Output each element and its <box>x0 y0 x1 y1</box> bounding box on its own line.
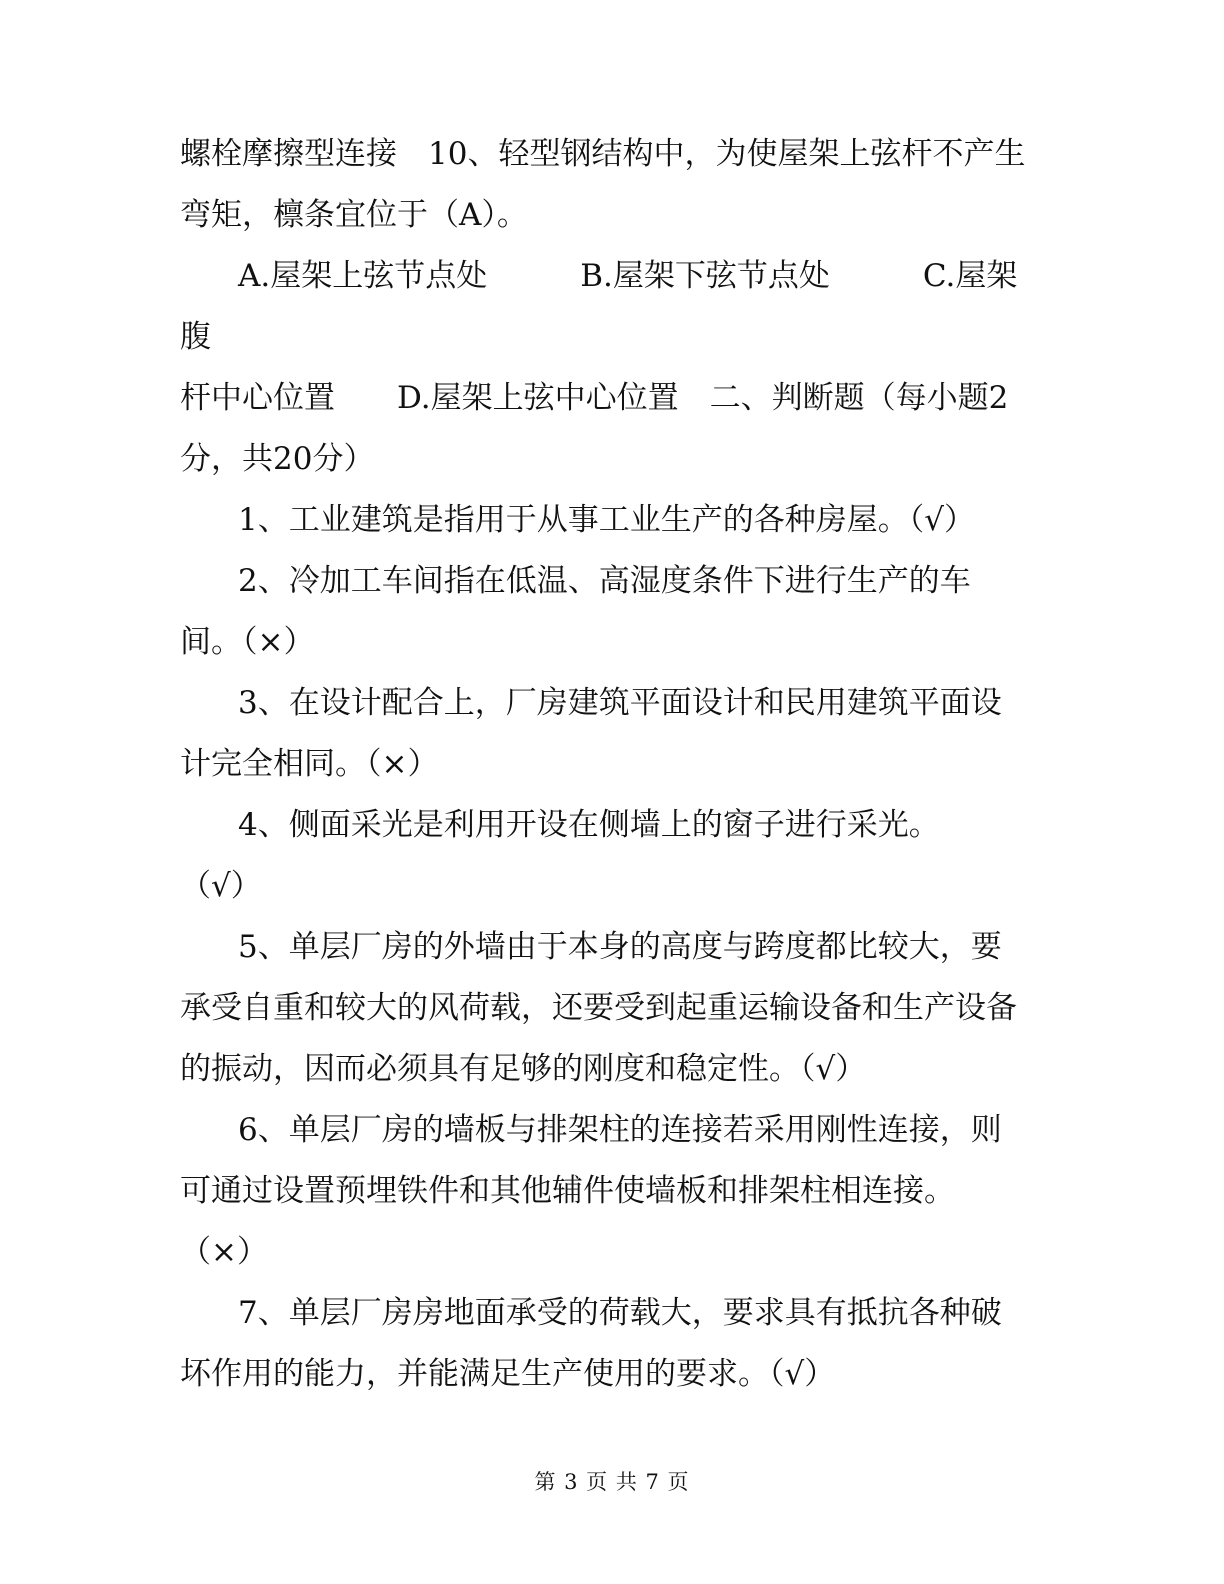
paragraph-line: 4、侧面采光是利用开设在侧墙上的窗子进行采光。 <box>238 807 940 843</box>
paragraph-line: 螺栓摩擦型连接 10、轻型钢结构中，为使屋架上弦杆不产生 <box>180 136 1026 172</box>
paragraph-line: 3、在设计配合上，厂房建筑平面设计和民用建筑平面设 <box>238 685 1002 721</box>
paragraph-line: 1、工业建筑是指用于从事工业生产的各种房屋。（√） <box>238 502 975 538</box>
paragraph-line: 可通过设置预埋铁件和其他辅件使墙板和排架柱相连接。 <box>180 1173 955 1209</box>
paragraph-line: 7、单层厂房房地面承受的荷载大，要求具有抵抗各种破 <box>238 1295 1002 1331</box>
paragraph-line: 2、冷加工车间指在低温、高湿度条件下进行生产的车 <box>238 563 971 599</box>
paragraph-line: 间。（×） <box>180 624 315 660</box>
page-footer <box>0 1466 1224 1496</box>
paragraph-line: 坏作用的能力，并能满足生产使用的要求。（√） <box>180 1356 836 1392</box>
paragraph-line: 分，共20分） <box>180 441 375 477</box>
paragraph-line: 弯矩，檩条宜位于（A）。 <box>180 197 528 233</box>
paragraph-line: 承受自重和较大的风荷载，还要受到起重运输设备和生产设备 <box>180 990 1017 1026</box>
paragraph-line: 的振动，因而必须具有足够的刚度和稳定性。（√） <box>180 1051 867 1087</box>
page-number-label: 第 3 页 共 7 页 <box>534 1470 690 1494</box>
paragraph-line: 杆中心位置 D.屋架上弦中心位置 二、判断题（每小题2 <box>180 380 1009 416</box>
paragraph-line: （√） <box>180 868 262 904</box>
document-body <box>180 124 1040 1405</box>
paragraph-line: 5、单层厂房的外墙由于本身的高度与跨度都比较大，要 <box>238 929 1002 965</box>
paragraph-line: （×） <box>180 1234 268 1270</box>
paragraph-line: A.屋架上弦节点处 B.屋架下弦节点处 C.屋架腹 <box>180 258 1018 355</box>
paragraph-line: 计完全相同。（×） <box>180 746 439 782</box>
paragraph-line: 6、单层厂房的墙板与排架柱的连接若采用刚性连接，则 <box>238 1112 1002 1148</box>
